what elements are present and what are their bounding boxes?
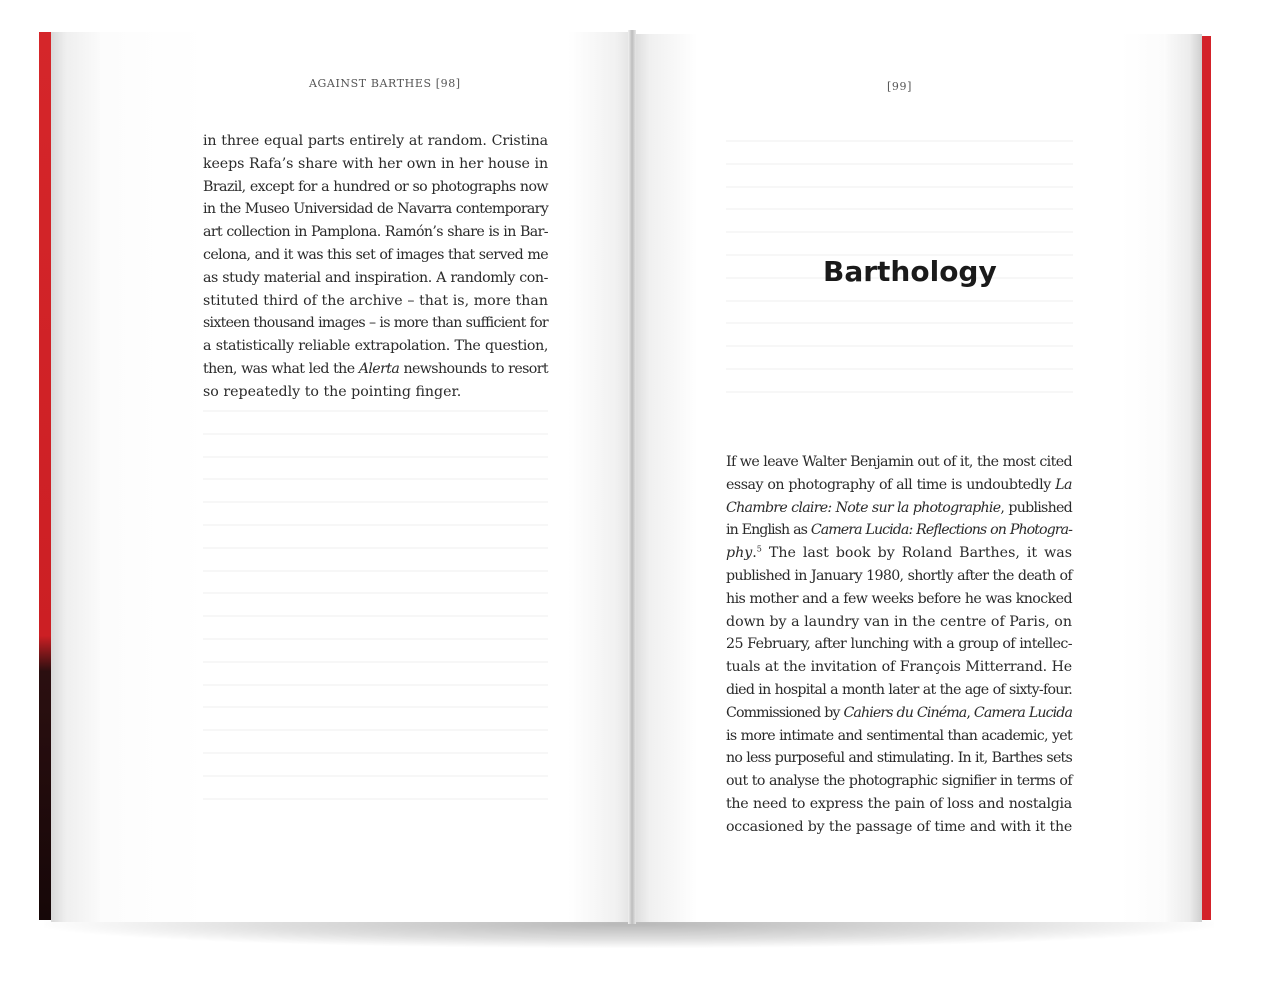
body-line: out to analyse the photographic signifier in terms of (726, 773, 1072, 790)
right-running-head: [99] (887, 80, 912, 93)
body-line (726, 519, 1072, 542)
text-run: newshounds to resort (399, 360, 548, 377)
book-gutter (628, 30, 636, 924)
italic-title: Camera Lucida: Reflections on Photogra- (810, 522, 1072, 539)
body-line: in the Museo Universidad de Navarra contemporary (203, 201, 548, 218)
body-line: the need to express the pain of loss and nostalgia (726, 795, 1072, 812)
body-line: no less purposeful and stimulating. In it, Barthes sets (726, 750, 1072, 767)
body-line: art collection in Pamplona. Ramón’s share is in Bar- (203, 224, 548, 241)
body-line: so repeatedly to the pointing finger. (203, 383, 462, 400)
book-cover-edge-left (39, 32, 51, 920)
body-line: celona, and it was this set of images that served me (203, 246, 548, 263)
body-line: is more intimate and sentimental than academic, yet (726, 727, 1072, 744)
italic-title: La (1055, 476, 1072, 493)
body-line: his mother and a few weeks before he was knocked (726, 590, 1072, 607)
left-page-body (203, 130, 548, 404)
body-line: tuals at the invitation of François Mitterrand. He (726, 659, 1072, 676)
body-line: published in January 1980, shortly after the death of (726, 567, 1072, 584)
body-line: sixteen thousand images – is more than sufficient for (203, 315, 548, 332)
footnote-marker: 5 (756, 544, 762, 554)
page-stack-right (1160, 34, 1202, 922)
body-line (726, 702, 1072, 725)
italic-title: Chambre claire: Note sur la photographie (726, 499, 1001, 516)
text-run: The last book by Roland Barthes, it was (761, 545, 1072, 562)
right-page-body (726, 451, 1072, 839)
text-run: Commissioned by (726, 704, 844, 721)
italic-title: Cahiers du Cinéma (843, 704, 967, 721)
body-line: down by a laundry van in the centre of Paris, on (726, 613, 1072, 630)
italic-title: Alerta (358, 360, 400, 377)
body-line: as study material and inspiration. A randomly con- (203, 269, 548, 286)
body-line: occasioned by the passage of time and with it the (726, 818, 1072, 835)
body-line: Brazil, except for a hundred or so photographs now (203, 178, 548, 195)
italic-title: phy (726, 545, 753, 562)
left-running-head: AGAINST BARTHES [98] (309, 77, 461, 90)
body-line: stituted third of the archive – that is, more than (203, 292, 548, 309)
text-run: in English as (726, 522, 811, 539)
text-run: , published (1000, 499, 1072, 516)
body-line: 25 February, after lunching with a group of intellec- (726, 636, 1072, 653)
body-line: If we leave Walter Benjamin out of it, the most cited (726, 454, 1072, 470)
body-line (726, 542, 1072, 565)
body-line (203, 358, 548, 381)
body-line: died in hospital a month later at the age of sixty-four. (726, 681, 1072, 698)
italic-title: Camera Lucida (973, 704, 1073, 721)
body-line: keeps Rafa’s share with her own in her house in (203, 155, 548, 172)
text-run: then, was what led the (203, 360, 359, 377)
text-run: , (966, 704, 974, 721)
body-line (726, 497, 1072, 520)
body-line: a statistically reliable extrapolation. The question, (203, 338, 548, 355)
book-cover-edge-right (1202, 36, 1211, 920)
chapter-title: Barthology (823, 255, 997, 288)
text-run: essay on photography of all time is undoubtedly (726, 476, 1056, 493)
body-line: in three equal parts entirely at random. Cristina (203, 133, 548, 149)
text-run: . (752, 545, 757, 562)
body-line (726, 474, 1072, 497)
